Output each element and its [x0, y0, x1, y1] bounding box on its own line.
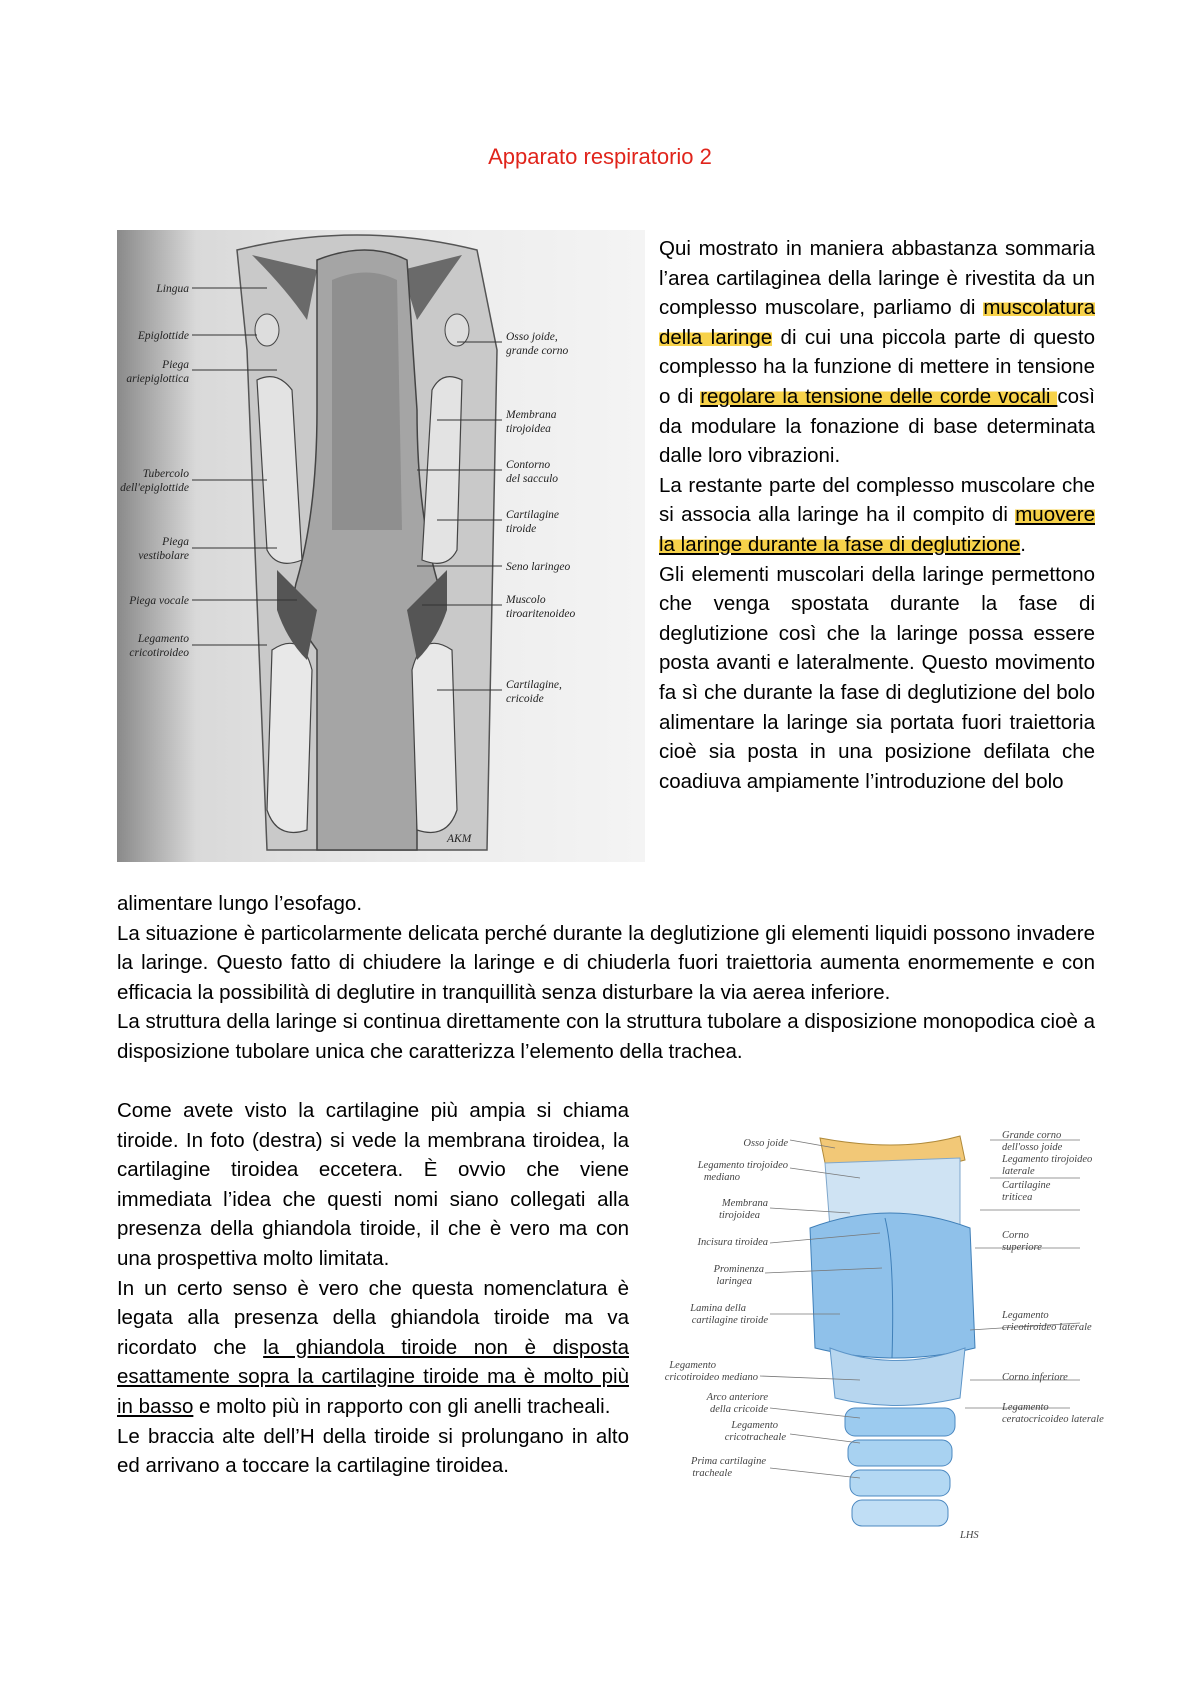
fig2-label-prominenza: Prominenza: [713, 1264, 764, 1275]
fig2-label-legamento-r2: Legamento: [1002, 1402, 1049, 1413]
highlight-muscolatura: muscolatura della laringe: [659, 296, 1095, 349]
fig2-label-ceratocricoideo: ceratocricoideo laterale: [1002, 1414, 1104, 1425]
fig2-label-incisura: Incisura tiroidea: [697, 1237, 768, 1248]
fig2-label-legamento2: Legamento: [731, 1420, 778, 1431]
fig1-label-piega-vocale: Piega vocale: [129, 595, 189, 607]
fig1-label-piega2: Piega: [162, 536, 189, 548]
intro-paragraph: Qui mostrato in maniera abbastanza sommaria l’area cartilaginea della laringe è rivestita da un complesso muscolare, parliamo di muscolatura della laringe di cui una piccola parte di questo complesso ha la funzione di mettere in tensione o di regolare la tensione delle corde vocali così da modulare la fonazione di base determinata dalle loro vibrazioni. La restante parte del complesso muscolare che si associa alla laringe ha il compito di muovere la laringe durante la fase di deglutizione. Gli elementi muscolari della laringe permettono che venga spostata durante la fase di deglutizione così che la laringe possa essere posta avanti e lateralmente. Questo movimento fa sì che durante la fase di deglutizione del bolo alimentare la laringe sia portata fuori traiettoria cioè sia posta in una posizione defilata che coadiuva ampiamente l’introduzione del bolo: [659, 237, 1095, 793]
fig1-label-lingua: Lingua: [156, 283, 189, 295]
fig2-label-grande-corno: Grande corno: [1002, 1130, 1062, 1141]
fig1-label-tiroaritenoideo: tiroaritenoideo: [506, 608, 576, 620]
fig1-label-muscolo: Muscolo: [506, 594, 546, 606]
bottom-paragraphs: Come avete visto la cartilagine più ampia si chiama tiroide. In foto (destra) si vede la membrana tiroidea, la cartilagine tiroidea eccetera. È ovvio che viene immediata l’idea che questi nomi siano collegati alla presenza della ghiandola tiroide, il che è vero ma con una prospettiva molto limitata. In un certo senso è vero che questa nomenclatura è legata alla presenza della ghiandola tiroide ma va ricordato che la ghiandola tiroide non è disposta esattamente sopra la cartilagine tiroide ma è molto più in basso e molto più in rapporto con gli anelli tracheali. Le braccia alte dell’H della tiroide si prolungano in alto ed arrivano a toccare la cartilagine tiroidea.: [117, 1096, 629, 1481]
fig2-signature: LHS: [960, 1530, 979, 1541]
fig2-label-superiore: superiore: [1002, 1242, 1042, 1253]
fig2-label-mediano: mediano: [703, 1172, 740, 1183]
fig1-label-tubercolo: Tubercolo: [142, 468, 189, 480]
fig2-label-laringea: laringea: [716, 1276, 752, 1287]
fig1-label-cartilagine: Cartilagine: [506, 509, 560, 521]
fig1-label-ariepiglottica: ariepiglottica: [126, 373, 189, 385]
fig2-label-della-cricoide: della cricoide: [709, 1404, 768, 1415]
paragraph-struttura: La struttura della laringe si continua direttamente con la struttura tubolare a disposizione monopodica cioè a disposizione tubolare unica che caratterizza l’elemento della trachea.: [117, 1010, 1095, 1063]
fig2-label-cricotiroideo-mediano: cricotiroideo mediano: [664, 1372, 758, 1383]
fig1-label-osso-joide: Osso joide,: [506, 331, 558, 343]
fig1-label-cricotiroideo: cricotiroideo: [129, 647, 189, 659]
fig2-label-triticea: triticea: [1002, 1192, 1033, 1203]
fig1-signature: AKM: [447, 833, 472, 845]
continuation-line: alimentare lungo l’esofago.: [117, 892, 363, 915]
fig2-label-lamina: Lamina della: [690, 1303, 746, 1314]
fig1-label-epiglottide: Epiglottide: [137, 330, 189, 342]
fig2-label-legamento: Legamento: [669, 1360, 716, 1371]
fig2-label-legamento-tirojoideo-laterale: Legamento tirojoideo: [1002, 1154, 1093, 1165]
larynx-anterior-figure: [660, 1118, 1132, 1564]
page-title: Apparato respiratorio 2: [488, 144, 712, 169]
full-width-text: [117, 889, 1095, 1067]
fig2-label-cartilagine-tiroide: cartilagine tiroide: [691, 1315, 768, 1326]
fig1-label-cricoide: cricoide: [506, 693, 544, 705]
larynx-section-figure: [117, 230, 645, 862]
fig2-label-membrana: Membrana: [721, 1198, 768, 1209]
fig2-label-cartilagine-triticea: Cartilagine: [1002, 1180, 1051, 1191]
fig1-label-contorno: Contorno: [506, 459, 551, 471]
fig2-label-corno-inferiore: Corno inferiore: [1002, 1372, 1068, 1383]
fig2-label-tirojoidea: tirojoidea: [718, 1210, 760, 1221]
fig2-label-prima-cartilagine: Prima cartilagine: [691, 1456, 766, 1467]
fig2-label-cricotracheale: cricotracheale: [724, 1432, 786, 1443]
paragraph-tiroide: Come avete visto la cartilagine più ampia si chiama tiroide. In foto (destra) si vede la membrana tiroidea, la cartilagine tiroidea eccetera. È ovvio che viene immediata l’idea che questi nomi siano collegati alla presenza della ghiandola tiroide, il che è vero ma con una prospettiva molto limitata.: [117, 1099, 629, 1270]
fig2-label-legamento-tirojoideo: Legamento tirojoideo: [697, 1160, 788, 1171]
fig1-label-sacculo: del sacculo: [506, 473, 559, 485]
fig2-label-corno: Corno: [1002, 1230, 1029, 1241]
fig1-label-epiglottide2: dell'epiglottide: [120, 482, 189, 494]
fig1-label-membrana: Membrana: [506, 409, 557, 421]
fig1-label-seno-laringeo: Seno laringeo: [506, 561, 571, 573]
fig1-label-cartilagine2: Cartilagine,: [506, 679, 562, 691]
fig2-label-legamento-r: Legamento: [1002, 1310, 1049, 1321]
fig2-label-osso-joide: Osso joide: [743, 1138, 788, 1149]
fig1-label-tiroide: tiroide: [506, 523, 537, 535]
fig1-label-grande-corno: grande corno: [506, 345, 569, 357]
fig2-label-tracheale: tracheale: [692, 1468, 732, 1479]
underlined-ghiandola: la ghiandola tiroide non è disposta esattamente sopra la cartilagine tiroide ma è molto più in basso: [117, 1335, 629, 1418]
paragraph-braccia: Le braccia alte dell’H della tiroide si prolungano in alto ed arrivano a toccare la cartilagine tiroidea.: [117, 1424, 629, 1478]
fig1-label-legamento: Legamento: [137, 633, 189, 645]
fig1-label-piega: Piega: [162, 359, 189, 371]
highlight-tensione: regolare la tensione delle corde vocali: [700, 384, 1058, 408]
fig1-label-vestibolare: vestibolare: [138, 550, 189, 562]
fig1-label-tirojoidea: tirojoidea: [506, 423, 551, 435]
fig2-label-dell-osso-joide: dell'osso joide: [1002, 1142, 1063, 1153]
highlight-deglutizione: muovere la laringe durante la fase di deglutizione: [659, 503, 1095, 556]
fig2-label-laterale: laterale: [1002, 1166, 1035, 1177]
fig2-label-cricotiroideo-laterale: cricotiroideo laterale: [1002, 1322, 1092, 1333]
fig2-label-arco: Arco anteriore: [706, 1392, 768, 1403]
paragraph-situazione: La situazione è particolarmente delicata perché durante la deglutizione gli elementi liquidi possono invadere la laringe. Questo fatto di chiudere la laringe e di chiuderla fuori traiettoria aumenta enormemente e con efficacia la possibilità di deglutire in tranquillità senza disturbare la via aerea inferiore.: [117, 921, 1095, 1004]
